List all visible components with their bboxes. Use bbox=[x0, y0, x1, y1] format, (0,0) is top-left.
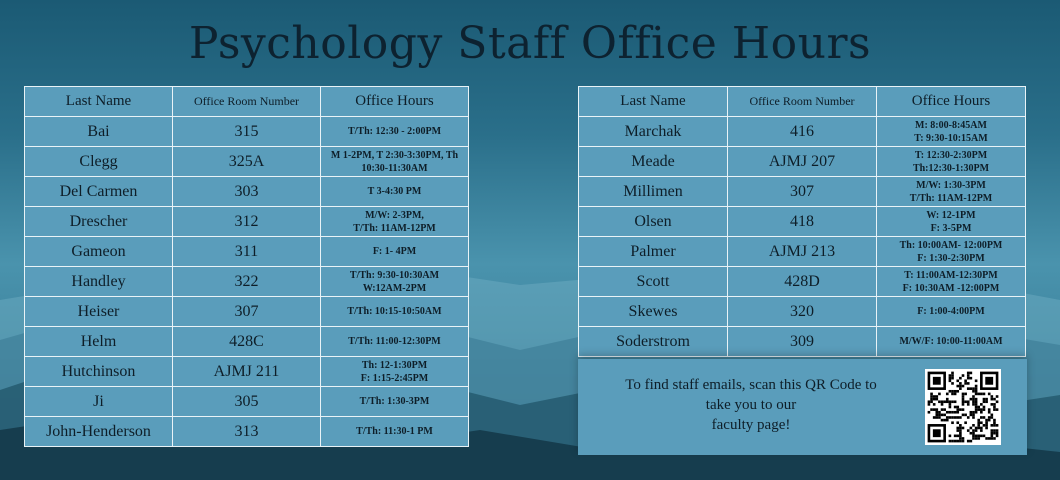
office-hours-line: Th: 12-1:30PM bbox=[361, 359, 428, 371]
table-row bbox=[25, 117, 469, 147]
office-hours-line: M/W/F: 10:00-11:00AM bbox=[899, 336, 1003, 347]
staff-last-name: Marchak bbox=[579, 117, 728, 147]
office-hours-cell bbox=[321, 387, 469, 417]
staff-last-name: Meade bbox=[579, 147, 728, 177]
office-hours-line: T/Th: 11:30-1 PM bbox=[356, 426, 433, 437]
office-hours-cell bbox=[877, 117, 1026, 147]
office-hours-line: W:12AM-2PM bbox=[362, 282, 427, 294]
staff-last-name: Olsen bbox=[579, 207, 728, 237]
column-header-office-hours: Office Hours bbox=[321, 87, 469, 117]
office-hours-line: T/Th: 11:00-12:30PM bbox=[348, 336, 441, 347]
office-room-number: 313 bbox=[173, 417, 321, 447]
office-hours-cell bbox=[321, 297, 469, 327]
staff-last-name: John-Henderson bbox=[25, 417, 173, 447]
office-room-number: AJMJ 211 bbox=[173, 357, 321, 387]
office-hours-line: M 1-2PM, T 2:30-3:30PM, Th bbox=[330, 149, 459, 161]
staff-last-name: Bai bbox=[25, 117, 173, 147]
office-hours-line: T: 12:30-2:30PM bbox=[914, 149, 988, 161]
table-row bbox=[25, 387, 469, 417]
office-hours-line: T/Th: 10:15-10:50AM bbox=[347, 306, 442, 317]
staff-last-name: Ji bbox=[25, 387, 173, 417]
office-room-number: 320 bbox=[728, 297, 877, 327]
office-room-number: 307 bbox=[173, 297, 321, 327]
staff-last-name: Soderstrom bbox=[579, 327, 728, 357]
office-hours-cell bbox=[877, 177, 1026, 207]
office-room-number: 311 bbox=[173, 237, 321, 267]
office-hours-line: T: 11:00AM-12:30PM bbox=[904, 269, 998, 281]
qr-info-panel bbox=[578, 359, 1027, 455]
office-hours-line: Th: 10:00AM- 12:00PM bbox=[899, 239, 1003, 251]
office-hours-cell bbox=[321, 177, 469, 207]
office-hours-line: F: 10:30AM -12:00PM bbox=[902, 282, 1000, 294]
office-hours-cell bbox=[877, 147, 1026, 177]
page-title: Psychology Staff Office Hours bbox=[188, 18, 872, 69]
qr-code-icon[interactable] bbox=[925, 369, 1001, 445]
office-hours-cell bbox=[877, 327, 1026, 357]
office-hours-cell bbox=[321, 147, 469, 177]
office-room-number: 325A bbox=[173, 147, 321, 177]
staff-last-name: Millimen bbox=[579, 177, 728, 207]
office-hours-line: M/W: 1:30-3PM bbox=[916, 179, 986, 191]
office-room-number: 307 bbox=[728, 177, 877, 207]
office-hours-line: F: 1:30-2:30PM bbox=[917, 252, 985, 264]
office-hours-line: T/Th: 11AM-12PM bbox=[909, 192, 993, 204]
office-hours-line: 10:30-11:30AM bbox=[361, 162, 428, 174]
office-hours-line: M/W: 2-3PM, bbox=[365, 209, 424, 221]
staff-last-name: Del Carmen bbox=[25, 177, 173, 207]
staff-last-name: Clegg bbox=[25, 147, 173, 177]
column-header-last-name: Last Name bbox=[579, 87, 728, 117]
table-header-row bbox=[579, 87, 1026, 117]
office-hours-line: W: 12-1PM bbox=[926, 209, 976, 221]
qr-text-line: faculty page! bbox=[711, 417, 791, 433]
office-hours-cell bbox=[877, 237, 1026, 267]
table-row bbox=[25, 297, 469, 327]
table-row bbox=[579, 207, 1026, 237]
staff-last-name: Helm bbox=[25, 327, 173, 357]
staff-last-name: Palmer bbox=[579, 237, 728, 267]
qr-text-line: take you to our bbox=[705, 397, 797, 413]
office-hours-cell bbox=[321, 357, 469, 387]
table-row bbox=[25, 147, 469, 177]
office-room-number: 315 bbox=[173, 117, 321, 147]
table-row bbox=[579, 327, 1026, 357]
office-room-number: 416 bbox=[728, 117, 877, 147]
office-hours-line: F: 1:00-4:00PM bbox=[917, 306, 985, 317]
office-room-number: 428D bbox=[728, 267, 877, 297]
qr-instructions bbox=[596, 375, 906, 435]
office-room-number: 305 bbox=[173, 387, 321, 417]
office-room-number: 428C bbox=[173, 327, 321, 357]
office-hours-line: T/Th: 1:30-3PM bbox=[359, 396, 430, 407]
table-row bbox=[25, 207, 469, 237]
office-hours-cell bbox=[321, 237, 469, 267]
column-header-last-name: Last Name bbox=[25, 87, 173, 117]
office-hours-cell bbox=[321, 117, 469, 147]
table-row bbox=[579, 117, 1026, 147]
table-header-row bbox=[25, 87, 469, 117]
office-hours-line: Th:12:30-1:30PM bbox=[912, 162, 990, 174]
office-hours-cell bbox=[321, 417, 469, 447]
staff-last-name: Scott bbox=[579, 267, 728, 297]
office-hours-cell bbox=[877, 267, 1026, 297]
office-hours-line: T/Th: 11AM-12PM bbox=[353, 222, 436, 234]
table-row bbox=[25, 177, 469, 207]
office-room-number: 312 bbox=[173, 207, 321, 237]
office-hours-line: F: 3-5PM bbox=[930, 222, 972, 234]
office-hours-line: T: 9:30-10:15AM bbox=[914, 132, 988, 144]
office-hours-line: T 3-4:30 PM bbox=[367, 186, 422, 197]
table-row bbox=[25, 417, 469, 447]
office-hours-table-left bbox=[24, 86, 469, 447]
table-row bbox=[579, 177, 1026, 207]
column-header-office-room: Office Room Number bbox=[728, 87, 877, 117]
office-room-number: 322 bbox=[173, 267, 321, 297]
table-row bbox=[25, 327, 469, 357]
office-hours-cell bbox=[877, 297, 1026, 327]
office-hours-line: T/Th: 9:30-10:30AM bbox=[349, 269, 440, 281]
office-hours-line: M: 8:00-8:45AM bbox=[915, 119, 987, 131]
column-header-office-hours: Office Hours bbox=[877, 87, 1026, 117]
office-hours-table-right bbox=[578, 86, 1026, 357]
office-hours-line: F: 1- 4PM bbox=[372, 246, 417, 257]
table-row bbox=[25, 237, 469, 267]
office-room-number: 418 bbox=[728, 207, 877, 237]
office-hours-cell bbox=[877, 207, 1026, 237]
office-room-number: AJMJ 213 bbox=[728, 237, 877, 267]
table-row bbox=[579, 297, 1026, 327]
office-hours-line: F: 1:15-2:45PM bbox=[360, 372, 429, 384]
office-room-number: AJMJ 207 bbox=[728, 147, 877, 177]
table-row bbox=[25, 357, 469, 387]
qr-text-line: To find staff emails, scan this QR Code to bbox=[625, 377, 877, 393]
office-room-number: 309 bbox=[728, 327, 877, 357]
staff-last-name: Drescher bbox=[25, 207, 173, 237]
staff-last-name: Heiser bbox=[25, 297, 173, 327]
office-hours-cell bbox=[321, 207, 469, 237]
staff-last-name: Handley bbox=[25, 267, 173, 297]
table-row bbox=[579, 147, 1026, 177]
staff-last-name: Gameon bbox=[25, 237, 173, 267]
staff-last-name: Skewes bbox=[579, 297, 728, 327]
table-row bbox=[579, 267, 1026, 297]
office-hours-line: T/Th: 12:30 - 2:00PM bbox=[347, 126, 442, 137]
office-room-number: 303 bbox=[173, 177, 321, 207]
table-row bbox=[25, 267, 469, 297]
office-hours-cell bbox=[321, 327, 469, 357]
office-hours-cell bbox=[321, 267, 469, 297]
column-header-office-room: Office Room Number bbox=[173, 87, 321, 117]
table-row bbox=[579, 237, 1026, 267]
staff-last-name: Hutchinson bbox=[25, 357, 173, 387]
